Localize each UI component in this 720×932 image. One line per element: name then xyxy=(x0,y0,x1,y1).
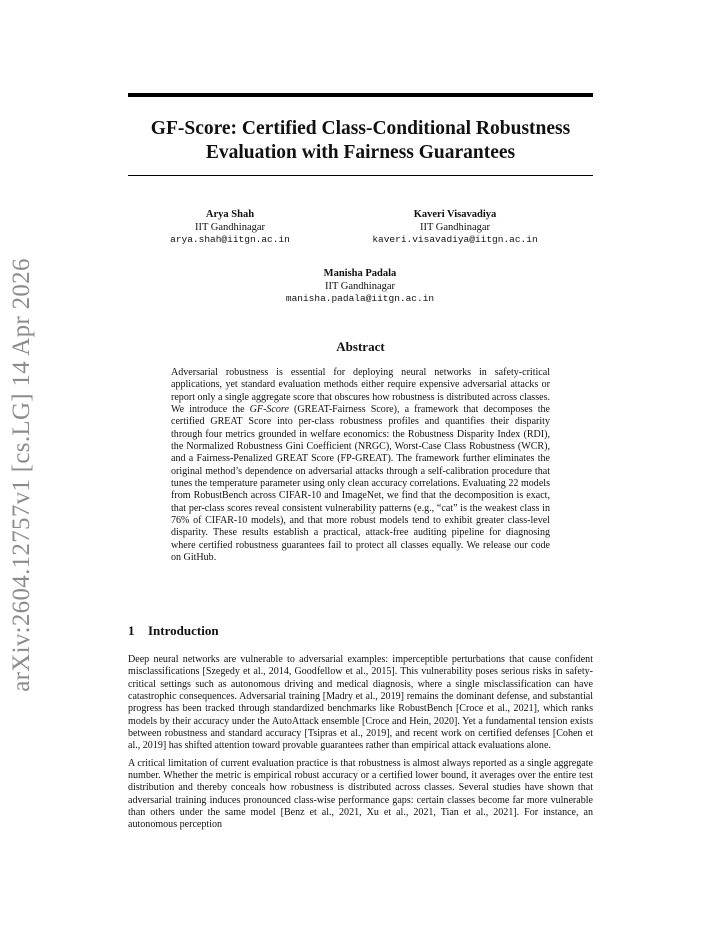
arxiv-identifier-text: arXiv:2604.12757v1 [cs.LG] 14 Apr 2026 xyxy=(8,258,36,692)
section-number: 1 xyxy=(128,623,135,638)
author-email[interactable]: manisha.padala@iitgn.ac.in xyxy=(285,293,435,304)
author-block-1 xyxy=(155,209,305,247)
author-affiliation: IIT Gandhinagar xyxy=(419,221,491,233)
paragraph: A critical limitation of current evaluation practice is that robustness is almost always reported as a single aggregate number. Whether the metric is empirical robust accuracy or a certified lower bound, it averages over the entire test distribution and thereby conceals how robustness is distributed across classes. Several studies have shown that adversarial training induces pronounced class-wise performance gaps: certain classes become far more vulnerable than others under the same model [Benz et al., 2021, Xu et al., 2021, Tian et al., 2021]. For instance, an autonomous perception xyxy=(128,757,593,831)
abstract-heading: Abstract xyxy=(336,339,385,354)
paper-title: GF-Score: Certified Class-Conditional Robustness Evaluation with Fairness Guarantees xyxy=(150,118,571,163)
author-block-2 xyxy=(345,209,565,247)
author-email[interactable]: kaveri.visavadiya@iitgn.ac.in xyxy=(372,234,538,245)
author-name: Manisha Padala xyxy=(323,268,397,279)
arxiv-identifier-stamp xyxy=(4,258,40,692)
section-heading-introduction xyxy=(128,623,219,639)
author-name: Kaveri Visavadiya xyxy=(413,209,497,220)
section-title: Introduction xyxy=(148,623,219,638)
introduction-body xyxy=(128,654,593,837)
title-top-rule xyxy=(128,93,593,97)
author-email[interactable]: arya.shah@iitgn.ac.in xyxy=(170,234,290,245)
author-affiliation: IIT Gandhinagar xyxy=(324,280,396,292)
author-name: Arya Shah xyxy=(205,209,255,220)
abstract-body xyxy=(171,367,550,565)
abstract-emphasis: GF-Score xyxy=(249,404,289,416)
author-block-3 xyxy=(260,268,460,306)
title-bottom-rule xyxy=(128,175,593,176)
author-affiliation: IIT Gandhinagar xyxy=(194,221,266,233)
abstract-text-part: Adversarial robustness is essential for deploying neural networks in safety-critical applications, yet standard evaluation methods either require expensive adversarial attacks or report only a single aggregate score that obscures how robustness is distributed across classes. We introduce the xyxy=(171,367,550,416)
paragraph: Deep neural networks are vulnerable to adversarial examples: imperceptible perturbations that cause confident misclassifications [Szegedy et al., 2014, Goodfellow et al., 2015]. This vulnerability poses serious risks in safety-critical settings such as autonomous driving and medical diagnosis, where a single misclassification can have catastrophic consequences. Adversarial training [Madry et al., 2019] remains the dominant defense, and substantial progress has been tracked through standardized benchmarks like RobustBench [Croce et al., 2021], which ranks models by their accuracy under the AutoAttack ensemble [Croce and Hein, 2020]. Yet a fundamental tension exists between robustness and standard accuracy [Tsipras et al., 2019], and recent work on certified defenses [Cohen et al., 2019] has shifted attention toward provable guarantees rather than empirical attack evaluations alone. xyxy=(128,654,593,752)
abstract-text-part: (GREAT-Fairness Score), a framework that decomposes the certified GREAT Score into per-class robustness profiles and quantifies their disparity through four metrics grounded in welfare economics: the Robustness Disparity Index (RDI), the Normalized Robustness Gini Coefficient (NRGC), Worst-Case Class Robustness (WCR), and a Fairness-Penalized GREAT Score (FP-GREAT). The framework further eliminates the original method’s dependence on adversarial attacks through a self-calibration procedure that tunes the temperature parameter using only clean accuracy correlations. Evaluating 22 models from RobustBench across CIFAR-10 and ImageNet, we find that the decomposition is exact, that per-class scores reveal consistent vulnerability patterns (e.g., “cat” is the weakest class in 76% of CIFAR-10 models), and that more robust models tend to exhibit greater class-level disparity. These results establish a practical, attack-free auditing pipeline for diagnosing where certified robustness guarantees fail to protect all classes equally. We release our code on GitHub. xyxy=(171,404,550,564)
